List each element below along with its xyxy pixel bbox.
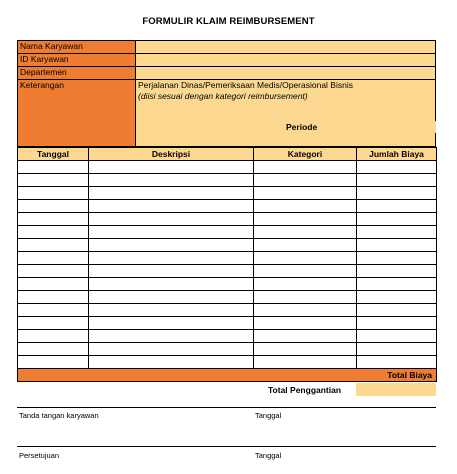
kategori-cell[interactable] — [254, 343, 357, 356]
jumlah-biaya-cell[interactable] — [357, 252, 437, 265]
tanggal-cell[interactable] — [18, 304, 89, 317]
kategori-cell[interactable] — [254, 187, 357, 200]
tanggal-cell[interactable] — [18, 265, 89, 278]
deskripsi-cell[interactable] — [89, 200, 254, 213]
kategori-cell[interactable] — [254, 161, 357, 174]
kategori-cell[interactable] — [254, 174, 357, 187]
keterangan-field[interactable] — [136, 80, 435, 146]
table-row — [18, 265, 437, 278]
deskripsi-cell[interactable] — [89, 161, 254, 174]
departemen-label: Departemen — [18, 67, 136, 79]
tanggal-label-2: Tanggal — [255, 451, 282, 460]
tanggal-cell[interactable] — [18, 343, 89, 356]
kategori-cell[interactable] — [254, 356, 357, 369]
keterangan-value: Perjalanan Dinas/Pemeriksaan Medis/Operasional Bisnis — [138, 80, 353, 90]
table-row — [18, 330, 437, 343]
tanda-tangan-karyawan-label: Tanda tangan karyawan — [19, 411, 99, 420]
tanggal-label-1: Tanggal — [255, 411, 282, 420]
table-row — [18, 187, 437, 200]
jumlah-biaya-cell[interactable] — [357, 161, 437, 174]
tanggal-cell[interactable] — [18, 187, 89, 200]
jumlah-biaya-cell[interactable] — [357, 330, 437, 343]
signature-divider-1 — [17, 407, 436, 408]
tanggal-cell[interactable] — [18, 200, 89, 213]
jumlah-biaya-cell[interactable] — [357, 265, 437, 278]
jumlah-biaya-cell[interactable] — [357, 304, 437, 317]
total-biaya-label: Total Biaya — [18, 369, 437, 382]
table-header-row — [18, 148, 437, 161]
tanggal-cell[interactable] — [18, 356, 89, 369]
tanggal-cell[interactable] — [18, 317, 89, 330]
table-body — [18, 161, 437, 382]
jumlah-biaya-cell[interactable] — [357, 317, 437, 330]
jumlah-biaya-cell[interactable] — [357, 239, 437, 252]
info-row-id — [17, 53, 436, 67]
deskripsi-cell[interactable] — [89, 291, 254, 304]
departemen-field[interactable] — [136, 67, 435, 79]
jumlah-biaya-cell[interactable] — [357, 187, 437, 200]
tanggal-cell[interactable] — [18, 291, 89, 304]
jumlah-biaya-cell[interactable] — [357, 213, 437, 226]
tanggal-cell[interactable] — [18, 330, 89, 343]
col-header-kategori: Kategori — [254, 148, 357, 161]
table-row — [18, 174, 437, 187]
kategori-cell[interactable] — [254, 317, 357, 330]
table-row — [18, 356, 437, 369]
jumlah-biaya-cell[interactable] — [357, 343, 437, 356]
keterangan-note: (diisi sesuai dengan kategori reimbursement) — [138, 91, 308, 101]
info-row-nama — [17, 40, 436, 54]
tanggal-cell[interactable] — [18, 213, 89, 226]
id-label: ID Karyawan — [18, 54, 136, 66]
deskripsi-cell[interactable] — [89, 330, 254, 343]
table-row — [18, 226, 437, 239]
kategori-cell[interactable] — [254, 291, 357, 304]
deskripsi-cell[interactable] — [89, 356, 254, 369]
deskripsi-cell[interactable] — [89, 213, 254, 226]
kategori-cell[interactable] — [254, 252, 357, 265]
jumlah-biaya-cell[interactable] — [357, 174, 437, 187]
table-row — [18, 213, 437, 226]
jumlah-biaya-cell[interactable] — [357, 291, 437, 304]
kategori-cell[interactable] — [254, 239, 357, 252]
col-header-jumlah-biaya: Jumlah Biaya — [357, 148, 437, 161]
deskripsi-cell[interactable] — [89, 265, 254, 278]
jumlah-biaya-cell[interactable] — [357, 226, 437, 239]
total-penggantian-field[interactable] — [356, 383, 436, 396]
expense-table — [17, 147, 437, 382]
tanggal-cell[interactable] — [18, 174, 89, 187]
tanggal-cell[interactable] — [18, 278, 89, 291]
table-row — [18, 317, 437, 330]
deskripsi-cell[interactable] — [89, 226, 254, 239]
table-row — [18, 343, 437, 356]
kategori-cell[interactable] — [254, 265, 357, 278]
col-header-deskripsi: Deskripsi — [89, 148, 254, 161]
jumlah-biaya-cell[interactable] — [357, 356, 437, 369]
keterangan-label: Keterangan — [18, 80, 136, 146]
table-row — [18, 304, 437, 317]
col-header-tanggal: Tanggal — [18, 148, 89, 161]
tanggal-cell[interactable] — [18, 161, 89, 174]
deskripsi-cell[interactable] — [89, 278, 254, 291]
tanggal-cell[interactable] — [18, 226, 89, 239]
periode-field[interactable] — [356, 121, 436, 133]
total-biaya-row — [18, 369, 437, 382]
info-row-departemen — [17, 66, 436, 80]
kategori-cell[interactable] — [254, 330, 357, 343]
tanggal-cell[interactable] — [18, 239, 89, 252]
kategori-cell[interactable] — [254, 213, 357, 226]
table-row — [18, 291, 437, 304]
table-row — [18, 252, 437, 265]
deskripsi-cell[interactable] — [89, 343, 254, 356]
deskripsi-cell[interactable] — [89, 252, 254, 265]
form-title: FORMULIR KLAIM REIMBURSEMENT — [142, 16, 315, 27]
table-row — [18, 161, 437, 174]
signature-divider-2 — [17, 446, 436, 447]
kategori-cell[interactable] — [254, 200, 357, 213]
kategori-cell[interactable] — [254, 304, 357, 317]
periode-label: Periode — [286, 122, 318, 132]
deskripsi-cell[interactable] — [89, 304, 254, 317]
deskripsi-cell[interactable] — [89, 174, 254, 187]
kategori-cell[interactable] — [254, 278, 357, 291]
persetujuan-label: Persetujuan — [19, 451, 60, 460]
deskripsi-cell[interactable] — [89, 239, 254, 252]
total-penggantian-label: Total Penggantian — [268, 385, 342, 395]
kategori-cell[interactable] — [254, 226, 357, 239]
table-row — [18, 200, 437, 213]
jumlah-biaya-cell[interactable] — [357, 200, 437, 213]
table-row — [18, 239, 437, 252]
nama-label: Nama Karyawan — [18, 41, 136, 53]
nama-field[interactable] — [136, 41, 435, 53]
id-field[interactable] — [136, 54, 435, 66]
deskripsi-cell[interactable] — [89, 317, 254, 330]
table-row — [18, 278, 437, 291]
tanggal-cell[interactable] — [18, 252, 89, 265]
info-row-keterangan — [17, 79, 436, 147]
deskripsi-cell[interactable] — [89, 187, 254, 200]
jumlah-biaya-cell[interactable] — [357, 278, 437, 291]
